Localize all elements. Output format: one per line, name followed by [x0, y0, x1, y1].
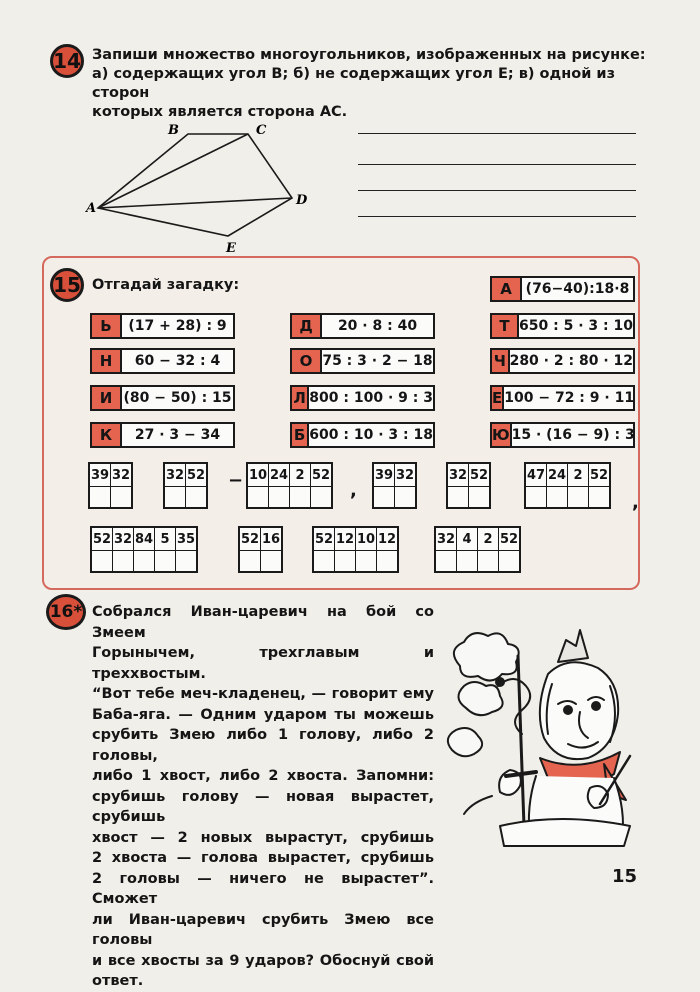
grid-blank-cell[interactable] — [395, 487, 415, 507]
equation-expression: 600 : 10 · 3 : 18 — [309, 427, 433, 443]
grid-number: 39 — [90, 464, 110, 487]
vertex-a-label: A — [86, 201, 97, 216]
answer-grid[interactable] — [446, 462, 491, 509]
task-16-line: ответ. — [92, 973, 144, 989]
task-16-line: срубишь голову — новая вырастет, срубишь — [92, 788, 434, 825]
grid-number: 52 — [311, 464, 331, 487]
task-16-line: “Вот тебе меч-кладенец, — говорит ему — [92, 686, 434, 702]
equation-letter: И — [92, 387, 122, 409]
grid-blank-cell[interactable] — [469, 487, 489, 507]
equation-letter: А — [492, 278, 522, 300]
grid-blank-cell[interactable] — [261, 551, 281, 571]
grid-blank-cell[interactable] — [448, 487, 468, 507]
answer-grid[interactable] — [163, 462, 208, 509]
polygon-figure — [80, 118, 330, 258]
grid-number: 32 — [448, 464, 468, 487]
grid-blank-cell[interactable] — [568, 487, 588, 507]
equation-expression: 27 · 3 − 34 — [134, 427, 221, 443]
grid-blank-cell[interactable] — [111, 487, 131, 507]
grid-blank-cell[interactable] — [186, 487, 206, 507]
equation-expression: (80 − 50) : 15 — [123, 390, 232, 406]
equation-e — [490, 385, 635, 411]
grid-number: 16 — [261, 528, 281, 551]
answer-grid[interactable] — [372, 462, 417, 509]
grid-number: 10 — [248, 464, 268, 487]
vertex-d-label: D — [296, 193, 308, 208]
equation-expression: 650 : 5 · 3 : 10 — [519, 318, 633, 334]
equation-expression: 800 : 100 · 9 : 3 — [309, 390, 433, 406]
grid-number: 47 — [526, 464, 546, 487]
equation-o — [290, 348, 435, 374]
grid-blank-cell[interactable] — [155, 551, 175, 571]
task-14-line: Запиши множество многоугольников, изображенных на рисунке: — [92, 47, 646, 63]
grid-blank-cell[interactable] — [499, 551, 519, 571]
grid-blank-cell[interactable] — [457, 551, 477, 571]
grid-number: 52 — [240, 528, 260, 551]
grid-number: 2 — [568, 464, 588, 487]
word-separator: , — [632, 492, 639, 513]
grid-blank-cell[interactable] — [269, 487, 289, 507]
equation-letter: Т — [492, 315, 519, 337]
equation-yu — [490, 422, 635, 448]
task-16-line: Горынычем, трехглавым и треххвостым. — [92, 645, 434, 682]
grid-blank-cell[interactable] — [113, 551, 133, 571]
word-separator: , — [350, 480, 357, 501]
equation-letter: Д — [292, 315, 322, 337]
task-16-line: срубить Змею либо 1 голову, либо 2 головы, — [92, 727, 434, 764]
task-14-text — [92, 46, 652, 122]
equation-b — [290, 422, 435, 448]
answer-grid[interactable] — [90, 526, 198, 573]
task-16-line: хвост — 2 новых вырастут, срубишь — [92, 829, 434, 846]
grid-number: 12 — [335, 528, 355, 551]
grid-blank-cell[interactable] — [314, 551, 334, 571]
equation-letter: Ч — [492, 350, 510, 372]
grid-blank-cell[interactable] — [311, 487, 331, 507]
grid-number: 52 — [314, 528, 334, 551]
grid-blank-cell[interactable] — [589, 487, 609, 507]
answer-grid[interactable] — [524, 462, 611, 509]
task-16-line: либо 1 хвост, либо 2 хвоста. Запомни: — [92, 768, 434, 784]
grid-number: 24 — [269, 464, 289, 487]
equation-n — [90, 348, 235, 374]
equation-letter: Б — [292, 424, 309, 446]
equation-a — [490, 276, 635, 302]
equation-letter: Ь — [92, 315, 122, 337]
grid-blank-cell[interactable] — [92, 551, 112, 571]
grid-number: 24 — [547, 464, 567, 487]
equation-d — [290, 313, 435, 339]
equation-k — [90, 422, 235, 448]
grid-blank-cell[interactable] — [335, 551, 355, 571]
equation-i — [90, 385, 235, 411]
grid-blank-cell[interactable] — [374, 487, 394, 507]
grid-blank-cell[interactable] — [248, 487, 268, 507]
answer-grid[interactable] — [238, 526, 283, 573]
task-14-line: а) содержащих угол B; б) не содержащих угол E; в) одной из сторон — [92, 66, 615, 101]
equation-letter: К — [92, 424, 122, 446]
grid-blank-cell[interactable] — [356, 551, 376, 571]
task-16-line: Собрался Иван-царевич на бой со Змеем — [92, 604, 434, 641]
grid-blank-cell[interactable] — [526, 487, 546, 507]
task-15-title: Отгадай загадку: — [92, 277, 240, 293]
equation-ch — [490, 348, 635, 374]
answer-grid[interactable] — [434, 526, 521, 573]
grid-number: 84 — [134, 528, 154, 551]
grid-number: 52 — [589, 464, 609, 487]
grid-blank-cell[interactable] — [90, 487, 110, 507]
grid-blank-cell[interactable] — [547, 487, 567, 507]
grid-blank-cell[interactable] — [176, 551, 196, 571]
task-16-line: 2 головы — ничего не вырастет”. Сможет — [92, 870, 434, 907]
grid-number: 52 — [92, 528, 112, 551]
grid-number: 32 — [113, 528, 133, 551]
word-separator: − — [228, 470, 244, 491]
equation-expression: (76−40):18·8 — [525, 281, 630, 297]
equation-expression: 100 − 72 : 9 · 11 — [504, 390, 635, 406]
task-16-line: 2 хвоста — голова вырастет, срубишь — [92, 850, 434, 866]
equation-t — [490, 313, 635, 339]
baba-yaga-illustration — [440, 626, 640, 848]
task-15-number: 15 — [50, 268, 84, 302]
answer-grid[interactable] — [246, 462, 333, 509]
grid-number: 32 — [111, 464, 131, 487]
equation-expression: (17 + 28) : 9 — [128, 318, 227, 334]
task-16-line: ли Иван-царевич срубить Змею все головы — [92, 911, 434, 948]
answer-line[interactable] — [358, 216, 636, 217]
answer-grid[interactable] — [312, 526, 399, 573]
grid-number: 32 — [436, 528, 456, 551]
answer-grid[interactable] — [88, 462, 133, 509]
equation-letter: Е — [492, 389, 503, 407]
task-14-number: 14 — [50, 44, 84, 78]
equation-letter: Л — [292, 387, 309, 409]
grid-number: 32 — [165, 464, 185, 487]
equation-l — [290, 385, 435, 411]
grid-number: 12 — [377, 528, 397, 551]
grid-blank-cell[interactable] — [165, 487, 185, 507]
grid-number: 52 — [499, 528, 519, 551]
grid-blank-cell[interactable] — [436, 551, 456, 571]
equation-letter: Н — [92, 350, 122, 372]
vertex-b-label: B — [168, 123, 179, 138]
equation-expression: 60 − 32 : 4 — [134, 353, 221, 369]
grid-blank-cell[interactable] — [240, 551, 260, 571]
task-14-line: которых является сторона AC. — [92, 104, 348, 120]
grid-blank-cell[interactable] — [134, 551, 154, 571]
grid-number: 39 — [374, 464, 394, 487]
grid-number: 2 — [478, 528, 498, 551]
task-16-text — [92, 602, 434, 992]
grid-number: 4 — [457, 528, 477, 551]
answer-line[interactable] — [358, 190, 636, 191]
grid-number: 52 — [186, 464, 206, 487]
vertex-e-label: E — [226, 241, 236, 256]
grid-number: 52 — [469, 464, 489, 487]
equation-expression: 20 · 8 : 40 — [337, 318, 418, 334]
answer-line[interactable] — [358, 164, 636, 165]
task-16-line: Баба-яга. — Одним ударом ты можешь — [92, 706, 434, 723]
task-16-number: 16* — [46, 594, 86, 630]
grid-number: 32 — [395, 464, 415, 487]
vertex-c-label: C — [256, 123, 267, 138]
equation-expression: 15 · (16 − 9) : 3 — [511, 427, 635, 443]
grid-number: 35 — [176, 528, 196, 551]
equation-letter: О — [292, 350, 322, 372]
page-number: 15 — [612, 866, 638, 887]
grid-blank-cell[interactable] — [478, 551, 498, 571]
equation-letter: Ю — [492, 426, 510, 444]
grid-number: 2 — [290, 464, 310, 487]
equation-expression: 75 : 3 · 2 − 18 — [322, 353, 433, 369]
grid-blank-cell[interactable] — [290, 487, 310, 507]
equation-soft-sign — [90, 313, 235, 339]
grid-number: 5 — [155, 528, 175, 551]
answer-line[interactable] — [358, 133, 636, 134]
equation-expression: 280 · 2 : 80 · 12 — [509, 353, 633, 369]
grid-blank-cell[interactable] — [377, 551, 397, 571]
task-16-line: и все хвосты за 9 ударов? Обоснуй свой — [92, 952, 434, 969]
grid-number: 10 — [356, 528, 376, 551]
